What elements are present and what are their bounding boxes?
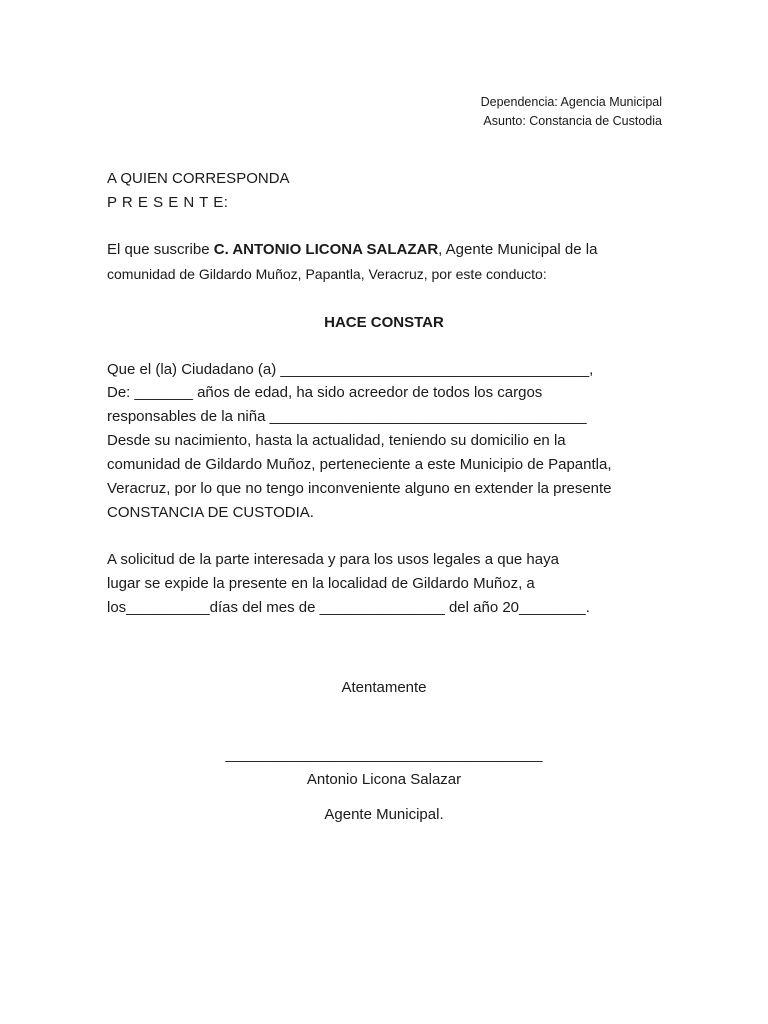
signer-title: Agente Municipal. (324, 806, 444, 823)
intro-prefix: El que suscribe (107, 241, 214, 258)
body2-line-1: A solicitud de la parte interesada y para los usos legales a que haya (107, 551, 559, 568)
document-header (481, 93, 662, 131)
salutation-line: A QUIEN CORRESPONDA (107, 170, 290, 187)
intro-line-1 (107, 241, 597, 258)
dependencia-label: Dependencia: Agencia Municipal (480, 95, 662, 109)
body-line-3: responsables de la niña ______________________________________ (107, 408, 587, 425)
atentamente-label: Atentamente (341, 679, 427, 696)
body2-line-3: los__________días del mes de _______________ del año 20________. (107, 599, 590, 616)
body-line-4: Desde su nacimiento, hasta la actualidad, teniendo su domicilio en la (107, 432, 566, 449)
body2-line-2: lugar se expide la presente en la localidad de Gildardo Muñoz, a (107, 575, 535, 592)
intro-line-2: comunidad de Gildardo Muñoz, Papantla, Veracruz, por este conducto: (107, 266, 547, 282)
document-heading: HACE CONSTAR (324, 314, 444, 331)
body-line-7: CONSTANCIA DE CUSTODIA. (107, 504, 314, 521)
presente-line: P R E S E N T E: (107, 194, 229, 211)
intro-suffix: , Agente Municipal de la (438, 241, 598, 258)
body-line-2: De: _______ años de edad, ha sido acreedor de todos los cargos (107, 384, 543, 401)
signer-name: Antonio Licona Salazar (306, 771, 462, 788)
body-line-1: Que el (la) Ciudadano (a) _____________________________________, (107, 361, 594, 378)
body-line-5: comunidad de Gildardo Muñoz, perteneciente a este Municipio de Papantla, (107, 456, 612, 473)
signature-line: ______________________________________ (225, 746, 543, 763)
signer-name-bold: C. ANTONIO LICONA SALAZAR (213, 241, 439, 258)
body-line-6: Veracruz, por lo que no tengo inconveniente alguno en extender la presente (107, 480, 612, 497)
asunto-label: Asunto: Constancia de Custodia (483, 114, 662, 128)
